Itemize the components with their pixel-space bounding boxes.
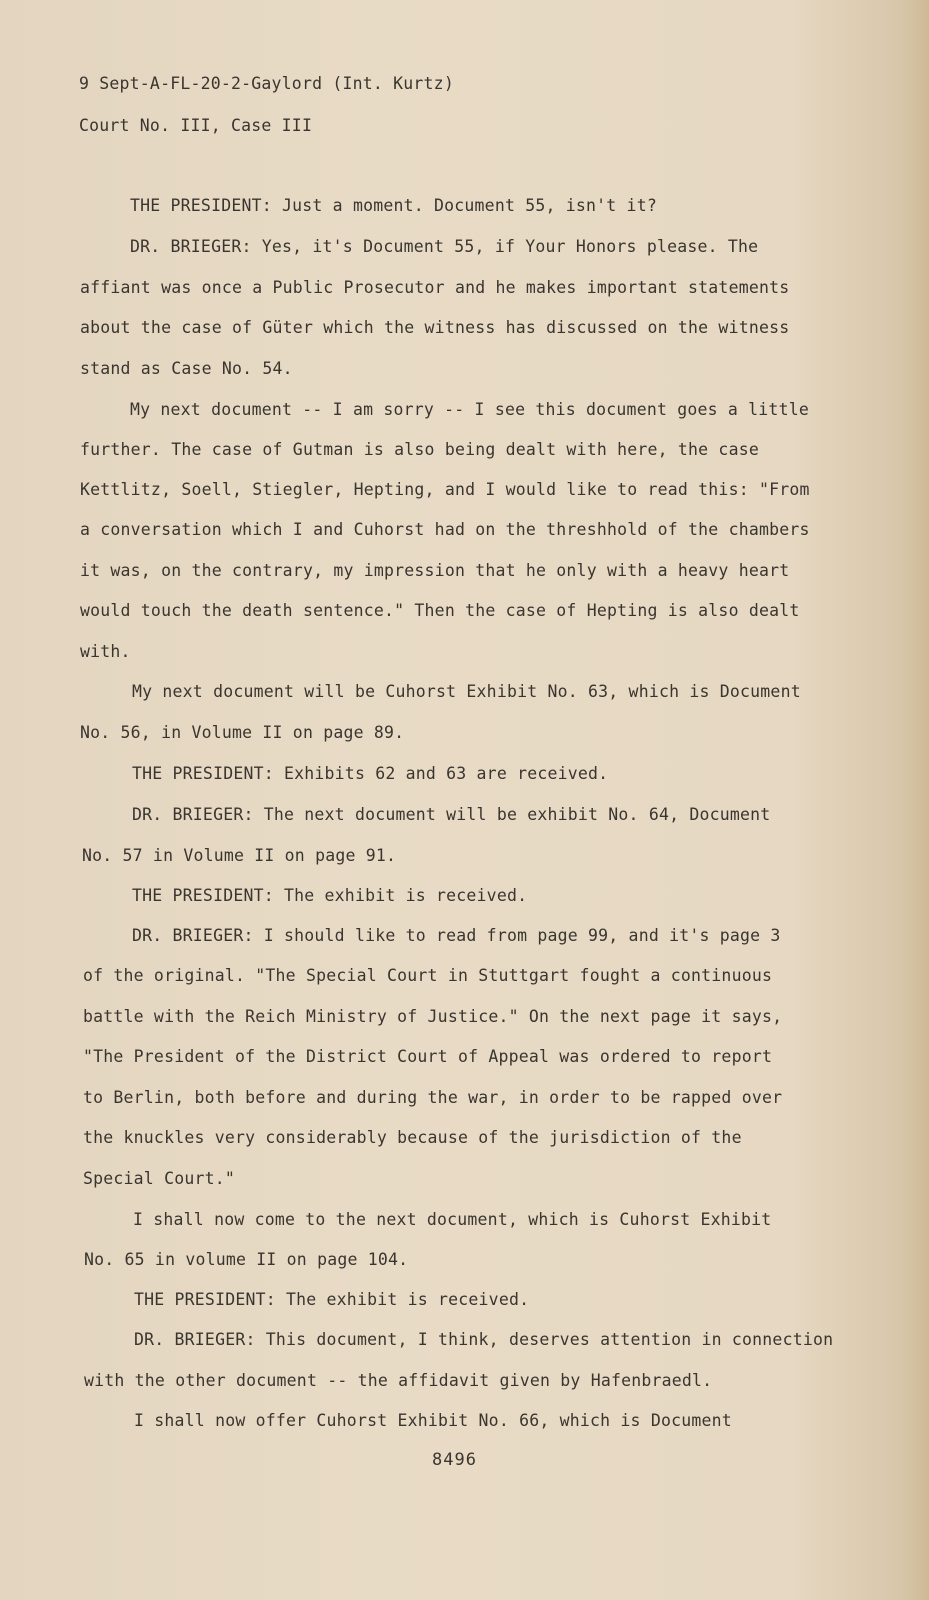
body-line: Special Court." [83,1169,236,1188]
body-line: Kettlitz, Soell, Stiegler, Hepting, and I would like to read this: "From [80,480,810,499]
body-line: it was, on the contrary, my impression that he only with a heavy heart [80,561,790,580]
body-line: No. 56, in Volume II on page 89. [80,723,405,742]
body-line: DR. BRIEGER: The next document will be exhibit No. 64, Document [132,805,771,824]
body-line: DR. BRIEGER: I should like to read from page 99, and it's page 3 [132,926,781,945]
body-line: "The President of the District Court of Appeal was ordered to report [83,1047,773,1066]
body-line: DR. BRIEGER: Yes, it's Document 55, if Your Honors please. The [130,237,759,256]
body-line: to Berlin, both before and during the war, in order to be rapped over [83,1088,783,1107]
body-line: a conversation which I and Cuhorst had on the threshhold of the chambers [80,520,810,539]
body-line: would touch the death sentence." Then the case of Hepting is also dealt [80,601,800,620]
body-line: with the other document -- the affidavit given by Hafenbraedl. [84,1371,713,1390]
header-line-1: 9 Sept-A-FL-20-2-Gaylord (Int. Kurtz) [79,74,454,93]
body-line: I shall now come to the next document, which is Cuhorst Exhibit [133,1210,772,1229]
body-line: THE PRESIDENT: Just a moment. Document 55, isn't it? [130,196,657,215]
body-line: THE PRESIDENT: The exhibit is received. [134,1290,530,1309]
body-line: DR. BRIEGER: This document, I think, deserves attention in connection [134,1330,834,1349]
body-line: of the original. "The Special Court in Stuttgart fought a continuous [83,966,773,985]
header-line-2: Court No. III, Case III [79,116,313,135]
body-line: affiant was once a Public Prosecutor and he makes important statements [80,278,790,297]
body-line: the knuckles very considerably because of the jurisdiction of the [83,1128,742,1147]
body-line: about the case of Güter which the witness has discussed on the witness [80,318,790,337]
body-line: I shall now offer Cuhorst Exhibit No. 66, which is Document [134,1411,732,1430]
body-line: My next document -- I am sorry -- I see this document goes a little [130,400,809,419]
body-line: stand as Case No. 54. [80,359,293,378]
body-line: further. The case of Gutman is also being dealt with here, the case [80,440,759,459]
body-line: battle with the Reich Ministry of Justice." On the next page it says, [83,1007,783,1026]
body-line: THE PRESIDENT: The exhibit is received. [132,886,528,905]
body-line: No. 65 in volume II on page 104. [84,1250,409,1269]
body-line: No. 57 in Volume II on page 91. [82,846,397,865]
body-line: with. [80,642,131,661]
body-line: My next document will be Cuhorst Exhibit No. 63, which is Document [132,682,801,701]
body-line: THE PRESIDENT: Exhibits 62 and 63 are received. [132,764,609,783]
page-number: 8496 [432,1450,477,1470]
